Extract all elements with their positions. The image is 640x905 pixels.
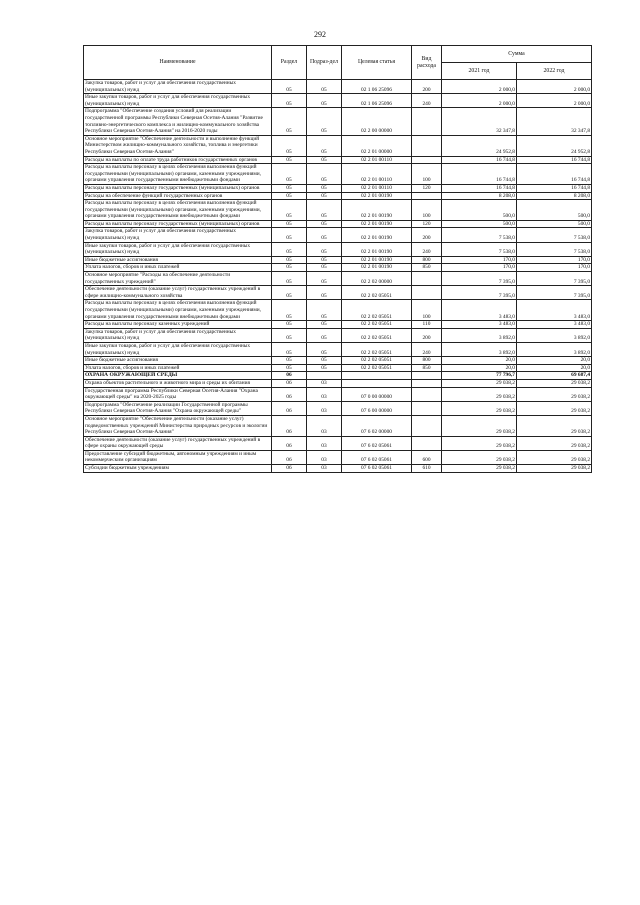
row-expense-type [412,272,442,286]
row-sum-2021: 3 892,0 [442,342,517,356]
row-name: Основное мероприятие "Обеспечение деятельности (оказание услуг) подведомственных учреждений Министерства природных ресурсов и экологии Республики Северная Осетия-Алания" [84,415,272,436]
row-name: Иные закупки товаров, работ и услуг для обеспечения государственных (муниципальных) нужд [84,94,272,108]
table-row [84,436,592,450]
row-name: Основное мероприятие "Обеспечение деятельности и выполнение функций Министерством жилищно-коммунального хозяйства, топлива и энергетики Республики Северная Осетия-Алания" [84,135,272,156]
row-name: Уплата налогов, сборов и иных платежей [84,364,272,372]
table-row [84,465,592,473]
row-article: 02 2 01 00000 [342,135,412,156]
row-sum-2022: 500,0 [517,220,592,228]
row-sum-2022: 3 892,0 [517,342,592,356]
row-subsection: 05 [307,80,342,94]
row-section: 05 [272,357,307,365]
table-row [84,328,592,342]
row-section: 05 [272,108,307,135]
row-expense-type: 200 [412,328,442,342]
row-sum-2021: 500,0 [442,220,517,228]
row-sum-2022: 16 744,8 [517,156,592,164]
row-sum-2021: 7 395,0 [442,286,517,300]
row-article: 02 2 02 05051 [342,357,412,365]
row-expense-type [412,401,442,415]
row-sum-2022: 16 744,8 [517,184,592,192]
header-subsection: Подраз-дел [307,46,342,80]
row-sum-2021: 20,0 [442,357,517,365]
row-article [342,379,412,387]
row-sum-2022: 7 538,0 [517,228,592,242]
row-section: 05 [272,321,307,329]
row-subsection: 03 [307,379,342,387]
table-row [84,342,592,356]
row-sum-2021: 29 038,2 [442,450,517,464]
header-expense-type: Вид расхода [412,46,442,80]
row-section: 05 [272,184,307,192]
row-sum-2022: 7 395,0 [517,286,592,300]
row-article: 02 2 02 05051 [342,342,412,356]
row-expense-type: 850 [412,364,442,372]
table-row [84,357,592,365]
row-name: ОХРАНА ОКРУЖАЮЩЕЙ СРЕДЫ [84,372,272,380]
row-name: Расходы на выплаты персоналу в целях обеспечения выполнения функций государственными (муниципальными) органами, казенными учреждениями, органами управления государственными внебюджетными фондами [84,164,272,185]
table-row [84,300,592,321]
row-article: 02 2 02 05051 [342,300,412,321]
row-sum-2021: 20,0 [442,364,517,372]
row-section: 05 [272,94,307,108]
row-name: Подпрограмма "Обеспечение реализации Государственной программы Республики Северная Осетия-Алания "Охрана окружающей среды" [84,401,272,415]
table-row [84,228,592,242]
table-row [84,372,592,380]
row-section: 06 [272,387,307,401]
table-row [84,94,592,108]
row-sum-2021: 29 038,2 [442,401,517,415]
row-sum-2021: 7 538,0 [442,228,517,242]
row-expense-type: 850 [412,264,442,272]
row-name: Расходы на выплаты персоналу государственных (муниципальных) органов [84,184,272,192]
row-article: 02 2 01 00190 [342,220,412,228]
header-year-2022: 2022 год [517,63,592,80]
row-sum-2021: 29 038,2 [442,465,517,473]
row-name: Уплата налогов, сборов и иных платежей [84,264,272,272]
row-sum-2022: 20,0 [517,364,592,372]
row-subsection: 05 [307,94,342,108]
row-name: Иные закупки товаров, работ и услуг для обеспечения государственных (муниципальных) нужд [84,342,272,356]
row-expense-type: 240 [412,342,442,356]
row-subsection: 03 [307,387,342,401]
row-subsection: 05 [307,164,342,185]
row-section: 05 [272,192,307,200]
row-sum-2022: 3 483,0 [517,300,592,321]
row-sum-2021: 29 038,2 [442,387,517,401]
row-expense-type: 100 [412,200,442,221]
row-section: 06 [272,436,307,450]
row-article: 02 1 06 25096 [342,80,412,94]
row-article: 02 2 01 00190 [342,256,412,264]
row-section: 05 [272,342,307,356]
row-article: 07 6 00 00000 [342,401,412,415]
row-sum-2022: 29 038,2 [517,401,592,415]
row-sum-2022: 32 347,8 [517,108,592,135]
row-name: Расходы на выплаты персоналу в целях обеспечения выполнения функций государственными (муниципальными) органами, казенными учреждениями, органами управления государственными внебюджетными фондами [84,300,272,321]
row-name: Государственная программа Республики Северная Осетия-Алания "Охрана окружающей среды" на 2020-2025 годы [84,387,272,401]
row-subsection: 05 [307,364,342,372]
row-sum-2022: 29 038,2 [517,379,592,387]
row-article: 02 2 01 00190 [342,242,412,256]
row-expense-type [412,387,442,401]
row-subsection: 05 [307,135,342,156]
row-sum-2022: 7 395,0 [517,272,592,286]
row-sum-2021: 2 000,0 [442,80,517,94]
row-expense-type: 240 [412,242,442,256]
table-row [84,220,592,228]
row-sum-2022: 2 000,0 [517,80,592,94]
table-row [84,364,592,372]
row-article: 02 1 06 25096 [342,94,412,108]
row-sum-2021: 3 483,0 [442,300,517,321]
row-name: Расходы на выплаты персоналу в целях обеспечения выполнения функций государственными (муниципальными) органами, казенными учреждениями, органами управления государственными внебюджетными фондами [84,200,272,221]
row-subsection: 05 [307,200,342,221]
row-expense-type: 600 [412,450,442,464]
row-section: 05 [272,364,307,372]
row-expense-type: 200 [412,228,442,242]
row-sum-2022: 500,0 [517,200,592,221]
row-sum-2021: 16 744,8 [442,156,517,164]
row-expense-type: 110 [412,321,442,329]
row-expense-type: 100 [412,164,442,185]
table-row [84,321,592,329]
row-section: 05 [272,164,307,185]
table-row [84,387,592,401]
row-sum-2022: 29 038,2 [517,465,592,473]
row-sum-2021: 29 038,2 [442,415,517,436]
table-row [84,450,592,464]
table-row [84,156,592,164]
row-article: 02 2 01 00110 [342,156,412,164]
row-sum-2022: 170,0 [517,256,592,264]
row-article: 02 2 02 05051 [342,364,412,372]
row-subsection: 05 [307,264,342,272]
row-sum-2022: 29 038,2 [517,436,592,450]
header-article: Целевая статья [342,46,412,80]
row-section: 05 [272,80,307,94]
row-article: 02 2 02 05051 [342,286,412,300]
row-section: 05 [272,135,307,156]
row-expense-type: 800 [412,256,442,264]
row-sum-2021: 16 744,8 [442,184,517,192]
row-subsection: 03 [307,436,342,450]
row-sum-2021: 3 483,0 [442,321,517,329]
row-subsection: 05 [307,256,342,264]
row-article: 02 2 00 00000 [342,108,412,135]
row-sum-2021: 3 892,0 [442,328,517,342]
row-subsection: 03 [307,465,342,473]
table-row [84,184,592,192]
row-sum-2022: 29 038,2 [517,450,592,464]
row-section: 05 [272,220,307,228]
row-sum-2021: 16 744,8 [442,164,517,185]
row-name: Иные бюджетные ассигнования [84,256,272,264]
row-subsection: 05 [307,300,342,321]
row-expense-type: 240 [412,94,442,108]
row-section: 05 [272,242,307,256]
row-name: Иные бюджетные ассигнования [84,357,272,365]
row-expense-type [412,379,442,387]
row-name: Обеспечение деятельности (оказание услуг) государственных учреждений в сфере жилищно-коммунального хозяйства [84,286,272,300]
row-expense-type: 120 [412,220,442,228]
row-section: 06 [272,450,307,464]
row-expense-type [412,436,442,450]
row-article: 02 2 01 00110 [342,184,412,192]
row-article: 07 6 02 05061 [342,465,412,473]
row-name: Расходы на выплаты персоналу государственных (муниципальных) органов [84,220,272,228]
row-sum-2021: 7 538,0 [442,242,517,256]
row-section: 06 [272,465,307,473]
row-sum-2022: 69 687,4 [517,372,592,380]
row-sum-2022: 24 952,8 [517,135,592,156]
row-article: 02 2 01 00190 [342,228,412,242]
header-name: Наименование [84,46,272,80]
row-sum-2021: 170,0 [442,264,517,272]
row-article: 02 2 01 00190 [342,200,412,221]
row-sum-2021: 29 038,2 [442,436,517,450]
table-row [84,200,592,221]
row-name: Расходы на обеспечение функций государственных органов [84,192,272,200]
row-expense-type [412,286,442,300]
row-subsection: 05 [307,242,342,256]
row-subsection: 05 [307,184,342,192]
row-expense-type [412,108,442,135]
row-expense-type: 200 [412,80,442,94]
row-sum-2022: 170,0 [517,264,592,272]
row-article: 02 2 02 05051 [342,321,412,329]
row-section: 05 [272,200,307,221]
row-name: Закупка товаров, работ и услуг для обеспечения государственных (муниципальных) нужд [84,228,272,242]
row-section: 06 [272,379,307,387]
table-row [84,242,592,256]
row-subsection: 05 [307,156,342,164]
row-name: Охрана объектов растительного и животного мира и среды их обитания [84,379,272,387]
row-sum-2022: 29 038,2 [517,387,592,401]
row-article: 07 6 02 05061 [342,450,412,464]
row-sum-2022: 16 744,8 [517,164,592,185]
page-number: 292 [314,30,326,39]
row-name: Подпрограмма "Обеспечение создания условий для реализации государственной программы Республики Северная Осетия-Алания "Развитие топливно-энергетического комплекса и жилищно-коммунального хозяйства Республики Северная Осетия-Алания" на 2016-2020 годы [84,108,272,135]
table-row [84,108,592,135]
row-section: 06 [272,401,307,415]
row-subsection: 05 [307,108,342,135]
header-sum: Сумма [442,46,592,63]
row-article: 02 2 01 00190 [342,192,412,200]
table-row [84,379,592,387]
row-name: Иные закупки товаров, работ и услуг для обеспечения государственных (муниципальных) нужд [84,242,272,256]
row-expense-type [412,135,442,156]
row-section: 05 [272,228,307,242]
row-subsection: 05 [307,357,342,365]
row-sum-2022: 3 483,0 [517,321,592,329]
row-section: 06 [272,372,307,380]
row-section: 05 [272,328,307,342]
row-expense-type: 100 [412,300,442,321]
row-subsection [307,372,342,380]
row-name: Субсидии бюджетным учреждениям [84,465,272,473]
row-section: 05 [272,272,307,286]
row-expense-type [412,192,442,200]
row-article: 02 2 02 05051 [342,328,412,342]
row-name: Основное мероприятие "Расходы на обеспечение деятельности государственных учреждений" [84,272,272,286]
row-expense-type [412,156,442,164]
budget-table [83,45,592,473]
row-name: Закупка товаров, работ и услуг для обеспечения государственных (муниципальных) нужд [84,328,272,342]
row-expense-type [412,415,442,436]
row-section: 05 [272,264,307,272]
table-row [84,415,592,436]
table-row [84,272,592,286]
row-article [342,372,412,380]
row-sum-2021: 77 796,7 [442,372,517,380]
row-sum-2021: 24 952,8 [442,135,517,156]
row-expense-type: 800 [412,357,442,365]
table-row [84,164,592,185]
row-subsection: 03 [307,415,342,436]
row-sum-2022: 20,0 [517,357,592,365]
row-sum-2022: 29 038,2 [517,415,592,436]
row-article: 02 2 01 00190 [342,264,412,272]
table-row [84,135,592,156]
row-name: Обеспечение деятельности (оказание услуг) государственных учреждений в сфере охраны окружающей среды [84,436,272,450]
row-subsection: 05 [307,192,342,200]
row-subsection: 05 [307,328,342,342]
row-subsection: 03 [307,450,342,464]
row-sum-2021: 8 208,0 [442,192,517,200]
table-row [84,256,592,264]
row-sum-2022: 3 892,0 [517,328,592,342]
row-article: 07 6 02 00000 [342,415,412,436]
header-section: Раздел [272,46,307,80]
row-subsection: 05 [307,321,342,329]
row-name: Расходы на выплаты по оплате труда работников государственных органов [84,156,272,164]
row-name: Расходы на выплаты персоналу казенных учреждений [84,321,272,329]
row-sum-2021: 29 038,2 [442,379,517,387]
header-year-2021: 2021 год [442,63,517,80]
row-expense-type [412,372,442,380]
row-section: 06 [272,415,307,436]
row-article: 07 0 00 00000 [342,387,412,401]
row-subsection: 03 [307,401,342,415]
row-article: 07 6 02 05061 [342,436,412,450]
row-sum-2021: 170,0 [442,256,517,264]
row-section: 05 [272,156,307,164]
row-sum-2022: 8 208,0 [517,192,592,200]
row-sum-2021: 2 000,0 [442,94,517,108]
row-sum-2022: 2 000,0 [517,94,592,108]
row-section: 05 [272,256,307,264]
row-sum-2021: 32 347,8 [442,108,517,135]
row-expense-type: 610 [412,465,442,473]
row-name: Предоставление субсидий бюджетным, автономным учреждениям и иным некоммерческим организациям [84,450,272,464]
row-subsection: 05 [307,342,342,356]
row-subsection: 05 [307,228,342,242]
table-row [84,264,592,272]
row-subsection: 05 [307,286,342,300]
table-row [84,401,592,415]
row-sum-2021: 7 395,0 [442,272,517,286]
row-sum-2021: 500,0 [442,200,517,221]
row-subsection: 05 [307,220,342,228]
table-row [84,192,592,200]
table-row [84,286,592,300]
row-article: 02 2 01 00110 [342,164,412,185]
row-sum-2022: 7 538,0 [517,242,592,256]
row-expense-type: 120 [412,184,442,192]
row-subsection: 05 [307,272,342,286]
row-section: 05 [272,300,307,321]
row-article: 02 2 02 00000 [342,272,412,286]
table-body [84,80,592,473]
table-row [84,80,592,94]
row-name: Закупка товаров, работ и услуг для обеспечения государственных (муниципальных) нужд [84,80,272,94]
row-section: 05 [272,286,307,300]
